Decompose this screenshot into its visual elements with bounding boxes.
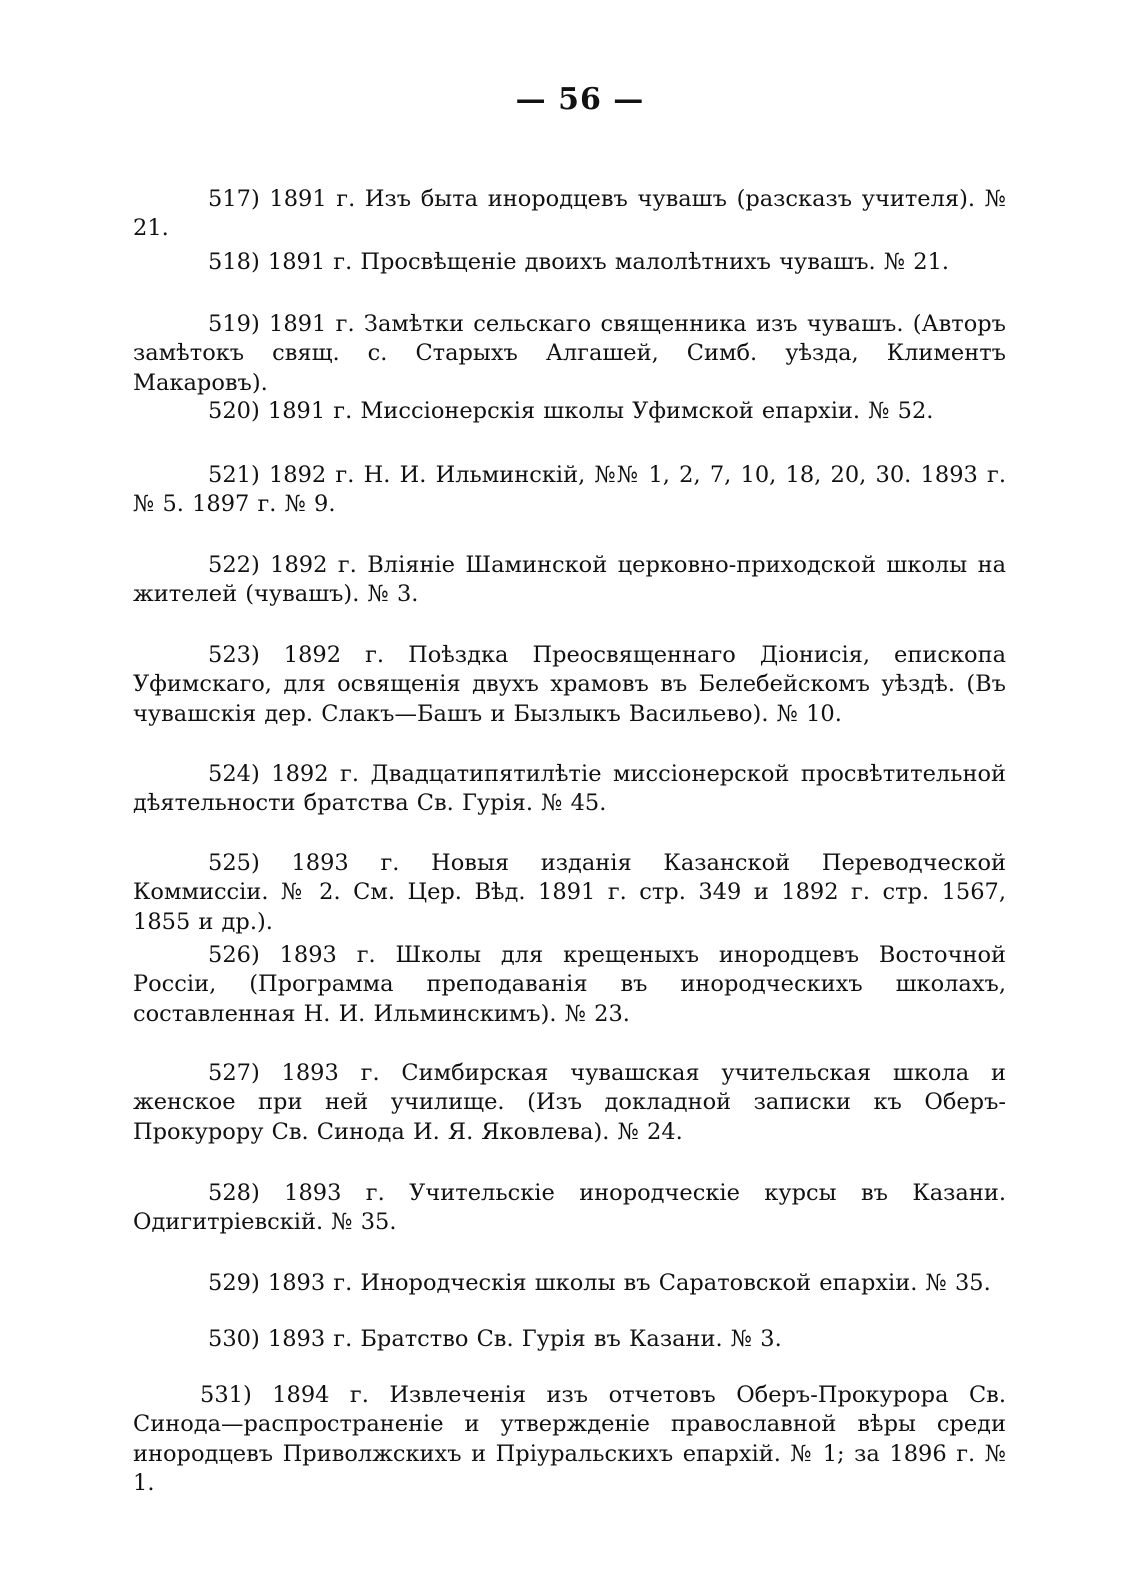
bibliography-entry-519: 519) 1891 г. Замѣтки сельскаго священника изъ чувашъ. (Авторъ замѣтокъ свящ. с. Старыхъ Алгашей, Симб. уѣзда, Климентъ Макаровъ). xyxy=(133,310,1006,396)
bibliography-entry-527: 527) 1893 г. Симбирская чувашская учительская школа и женское при ней училище. (Изъ докладной записки къ Оберъ-Прокурору Св. Синода И. Я. Яковлева). № 24. xyxy=(133,1059,1006,1145)
bibliography-entry-524: 524) 1892 г. Двадцатипятилѣтіе миссіонерской просвѣтительной дѣятельности братства Св. Гурія. № 45. xyxy=(133,760,1006,816)
bibliography-entry-526: 526) 1893 г. Школы для крещеныхъ инородцевъ Восточной Россіи, (Программа преподаванія въ инородческихъ школахъ, составленная Н. И. Ильминскимъ). № 23. xyxy=(133,941,1006,1027)
bibliography-entry-521: 521) 1892 г. Н. И. Ильминскій, №№ 1, 2, 7, 10, 18, 20, 30. 1893 г. № 5. 1897 г. № 9. xyxy=(133,461,1006,517)
bibliography-entry-517: 517) 1891 г. Изъ быта инородцевъ чувашъ (разсказъ учителя). № 21. xyxy=(133,185,1006,241)
bibliography-entry-529: 529) 1893 г. Инородческія школы въ Саратовской епархіи. № 35. xyxy=(208,1269,991,1296)
bibliography-entry-522: 522) 1892 г. Вліяніе Шаминской церковно-приходской школы на жителей (чувашъ). № 3. xyxy=(133,551,1006,607)
bibliography-entry-523: 523) 1892 г. Поѣздка Преосвященнаго Діонисія, епископа Уфимскаго, для освященія двухъ храмовъ въ Белебейскомъ уѣздѣ. (Въ чувашскія дер. Слакъ—Башъ и Бызлыкъ Васильево). № 10. xyxy=(133,641,1006,727)
bibliography-entry-520: 520) 1891 г. Миссіонерскія школы Уфимской епархіи. № 52. xyxy=(208,397,934,424)
bibliography-entry-530: 530) 1893 г. Братство Св. Гурія въ Казани. № 3. xyxy=(208,1325,782,1352)
bibliography-entry-528: 528) 1893 г. Учительскіе инородческіе курсы въ Казани. Одигитріевскій. № 35. xyxy=(133,1179,1006,1235)
bibliography-entry-525: 525) 1893 г. Новыя изданія Казанской Переводческой Коммиссіи. № 2. См. Цер. Вѣд. 1891 г. стр. 349 и 1892 г. стр. 1567, 1855 и др.). xyxy=(133,849,1006,935)
bibliography-entry-518: 518) 1891 г. Просвѣщеніе двоихъ малолѣтнихъ чувашъ. № 21. xyxy=(208,248,950,275)
bibliography-entry-531: 531) 1894 г. Извлеченія изъ отчетовъ Оберъ-Прокурора Св. Синода—распространеніе и утвержденіе православной вѣры среди инородцевъ Приволжскихъ и Пріуральскихъ епархій. № 1; за 1896 г. № 1. xyxy=(133,1381,1006,1496)
page-number: — 56 — xyxy=(515,82,645,117)
